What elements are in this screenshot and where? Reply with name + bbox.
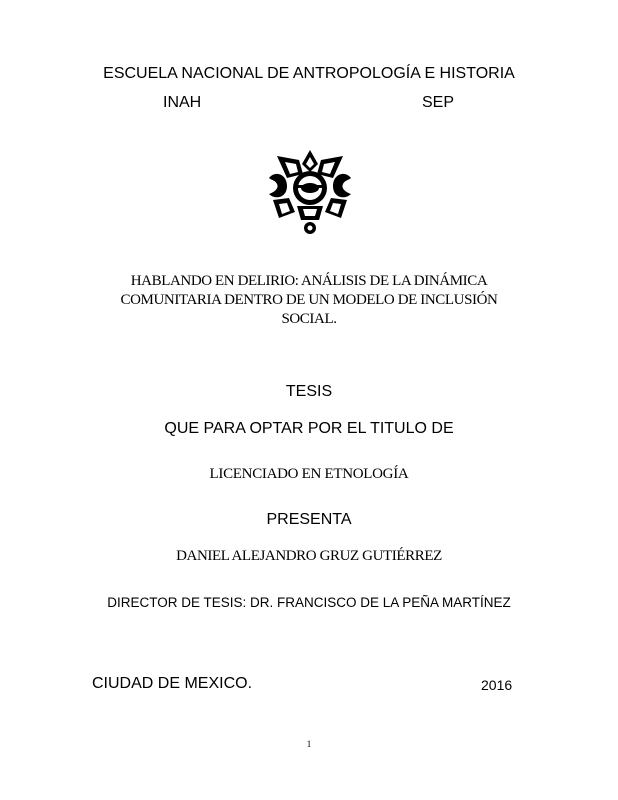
enah-emblem-icon [265,148,355,236]
document-type: TESIS [285,383,333,400]
presents-label: PRESENTA [266,511,352,528]
degree-name: LICENCIADO EN ETNOLOGÍA [209,466,409,482]
title-line-2: COMUNITARIA DENTRO DE UN MODELO DE INCLUSIÓN [120,292,498,308]
author-name: DANIEL ALEJANDRO GRUZ GUTIÉRREZ [176,548,442,564]
sep-label: SEP [422,94,455,111]
inah-label: INAH [163,94,202,111]
thesis-title [0,272,618,329]
title-line-3: SOCIAL. [281,311,337,327]
thesis-director: DIRECTOR DE TESIS: DR. FRANCISCO DE LA PEÑA MARTÍNEZ [107,595,511,610]
title-line-1: HABLANDO EN DELIRIO: ANÁLISIS DE LA DINÁMICA [130,273,488,289]
city-label: CIUDAD DE MEXICO. [92,675,253,692]
page-number: 1 [306,739,312,749]
degree-purpose: QUE PARA OPTAR POR EL TITULO DE [164,420,454,437]
school-name: ESCUELA NACIONAL DE ANTROPOLOGÍA E HISTORIA [103,65,515,82]
year-label: 2016 [481,677,513,693]
